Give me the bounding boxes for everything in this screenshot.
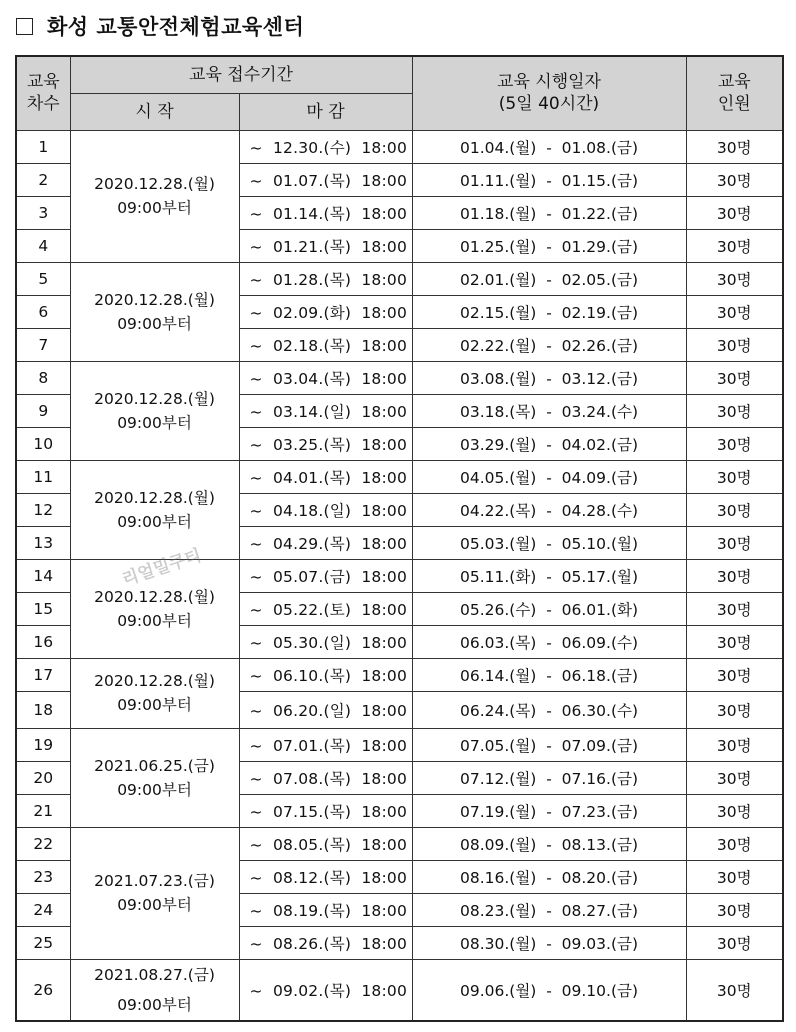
period-cell: 01.25.(월) - 01.29.(금) xyxy=(412,229,686,262)
deadline-cell: ~ 01.21.(목) 18:00 xyxy=(239,229,412,262)
period-cell: 08.09.(월) - 08.13.(금) xyxy=(412,827,686,860)
table-row xyxy=(16,130,783,163)
capacity-cell: 30명 xyxy=(686,130,783,163)
round-cell: 24 xyxy=(16,893,70,926)
period-cell: 01.04.(월) - 01.08.(금) xyxy=(412,130,686,163)
header-start: 시 작 xyxy=(70,93,239,130)
table-row xyxy=(16,460,783,493)
capacity-cell: 30명 xyxy=(686,196,783,229)
capacity-cell: 30명 xyxy=(686,691,783,728)
deadline-cell: ~ 03.14.(일) 18:00 xyxy=(239,394,412,427)
capacity-cell: 30명 xyxy=(686,794,783,827)
capacity-cell: 30명 xyxy=(686,328,783,361)
capacity-cell: 30명 xyxy=(686,827,783,860)
round-cell: 3 xyxy=(16,196,70,229)
period-cell: 03.18.(목) - 03.24.(수) xyxy=(412,394,686,427)
capacity-cell: 30명 xyxy=(686,761,783,794)
start-cell: 2020.12.28.(월) 09:00부터 xyxy=(70,460,239,559)
round-cell: 20 xyxy=(16,761,70,794)
round-cell: 14 xyxy=(16,559,70,592)
period-cell: 08.23.(월) - 08.27.(금) xyxy=(412,893,686,926)
start-cell: 2020.12.28.(월) 09:00부터 xyxy=(70,361,239,460)
deadline-cell: ~ 08.19.(목) 18:00 xyxy=(239,893,412,926)
period-cell: 02.22.(월) - 02.26.(금) xyxy=(412,328,686,361)
deadline-cell: ~ 05.22.(토) 18:00 xyxy=(239,592,412,625)
checkbox-icon xyxy=(16,18,33,35)
period-cell: 07.19.(월) - 07.23.(금) xyxy=(412,794,686,827)
start-cell: 2020.12.28.(월) 09:00부터 xyxy=(70,130,239,262)
period-cell: 03.29.(월) - 04.02.(금) xyxy=(412,427,686,460)
period-cell: 08.16.(월) - 08.20.(금) xyxy=(412,860,686,893)
header-end: 마 감 xyxy=(239,93,412,130)
deadline-cell: ~ 01.07.(목) 18:00 xyxy=(239,163,412,196)
capacity-cell: 30명 xyxy=(686,592,783,625)
round-cell: 12 xyxy=(16,493,70,526)
table-row xyxy=(16,361,783,394)
title-row xyxy=(16,10,304,42)
deadline-cell: ~ 08.12.(목) 18:00 xyxy=(239,860,412,893)
deadline-cell: ~ 02.09.(화) 18:00 xyxy=(239,295,412,328)
table-row xyxy=(16,262,783,295)
capacity-cell: 30명 xyxy=(686,728,783,761)
capacity-cell: 30명 xyxy=(686,493,783,526)
capacity-cell: 30명 xyxy=(686,361,783,394)
period-cell: 09.06.(월) - 09.10.(금) xyxy=(412,959,686,1021)
page-title: 화성 교통안전체험교육센터 xyxy=(47,14,305,39)
round-cell: 9 xyxy=(16,394,70,427)
period-cell: 03.08.(월) - 03.12.(금) xyxy=(412,361,686,394)
deadline-cell: ~ 01.28.(목) 18:00 xyxy=(239,262,412,295)
schedule-body xyxy=(16,130,783,1021)
round-cell: 2 xyxy=(16,163,70,196)
start-cell: 2020.12.28.(월) 09:00부터 xyxy=(70,262,239,361)
period-cell: 02.01.(월) - 02.05.(금) xyxy=(412,262,686,295)
capacity-cell: 30명 xyxy=(686,625,783,658)
capacity-cell: 30명 xyxy=(686,163,783,196)
header-capacity: 교육 인원 xyxy=(686,56,783,130)
deadline-cell: ~ 01.14.(목) 18:00 xyxy=(239,196,412,229)
period-cell: 07.12.(월) - 07.16.(금) xyxy=(412,761,686,794)
period-cell: 01.11.(월) - 01.15.(금) xyxy=(412,163,686,196)
deadline-cell: ~ 04.18.(일) 18:00 xyxy=(239,493,412,526)
round-cell: 13 xyxy=(16,526,70,559)
deadline-cell: ~ 03.25.(목) 18:00 xyxy=(239,427,412,460)
table-row xyxy=(16,827,783,860)
start-cell: 2020.12.28.(월) 09:00부터 xyxy=(70,559,239,658)
start-cell: 2021.07.23.(금) 09:00부터 xyxy=(70,827,239,959)
period-cell: 05.03.(월) - 05.10.(월) xyxy=(412,526,686,559)
header-reception: 교육 접수기간 xyxy=(70,56,412,93)
period-cell: 08.30.(월) - 09.03.(금) xyxy=(412,926,686,959)
deadline-cell: ~ 07.08.(목) 18:00 xyxy=(239,761,412,794)
watermark: 리얼밀쿠티 xyxy=(119,545,204,591)
deadline-cell: ~ 07.01.(목) 18:00 xyxy=(239,728,412,761)
header-round: 교육 차수 xyxy=(16,56,70,130)
period-cell: 02.15.(월) - 02.19.(금) xyxy=(412,295,686,328)
deadline-cell: ~ 04.29.(목) 18:00 xyxy=(239,526,412,559)
deadline-cell: ~ 08.26.(목) 18:00 xyxy=(239,926,412,959)
deadline-cell: ~ 12.30.(수) 18:00 xyxy=(239,130,412,163)
round-cell: 21 xyxy=(16,794,70,827)
deadline-cell: ~ 06.10.(목) 18:00 xyxy=(239,658,412,691)
table-row xyxy=(16,658,783,691)
deadline-cell: ~ 06.20.(일) 18:00 xyxy=(239,691,412,728)
period-cell: 05.26.(수) - 06.01.(화) xyxy=(412,592,686,625)
start-cell: 2021.08.27.(금) 09:00부터 xyxy=(70,959,239,1021)
round-cell: 26 xyxy=(16,959,70,1021)
capacity-cell: 30명 xyxy=(686,394,783,427)
deadline-cell: ~ 02.18.(목) 18:00 xyxy=(239,328,412,361)
table-row xyxy=(16,559,783,592)
deadline-cell: ~ 05.07.(금) 18:00 xyxy=(239,559,412,592)
round-cell: 10 xyxy=(16,427,70,460)
deadline-cell: ~ 08.05.(목) 18:00 xyxy=(239,827,412,860)
round-cell: 6 xyxy=(16,295,70,328)
start-cell: 2021.06.25.(금) 09:00부터 xyxy=(70,728,239,827)
start-cell: 2020.12.28.(월) 09:00부터 xyxy=(70,658,239,728)
capacity-cell: 30명 xyxy=(686,460,783,493)
round-cell: 1 xyxy=(16,130,70,163)
capacity-cell: 30명 xyxy=(686,295,783,328)
period-cell: 07.05.(월) - 07.09.(금) xyxy=(412,728,686,761)
round-cell: 8 xyxy=(16,361,70,394)
capacity-cell: 30명 xyxy=(686,526,783,559)
capacity-cell: 30명 xyxy=(686,893,783,926)
round-cell: 19 xyxy=(16,728,70,761)
capacity-cell: 30명 xyxy=(686,427,783,460)
period-cell: 06.03.(목) - 06.09.(수) xyxy=(412,625,686,658)
table-row xyxy=(16,959,783,1021)
period-cell: 01.18.(월) - 01.22.(금) xyxy=(412,196,686,229)
capacity-cell: 30명 xyxy=(686,229,783,262)
capacity-cell: 30명 xyxy=(686,959,783,1021)
capacity-cell: 30명 xyxy=(686,262,783,295)
period-cell: 05.11.(화) - 05.17.(월) xyxy=(412,559,686,592)
round-cell: 25 xyxy=(16,926,70,959)
schedule-table xyxy=(15,55,784,1022)
round-cell: 11 xyxy=(16,460,70,493)
period-cell: 06.14.(월) - 06.18.(금) xyxy=(412,658,686,691)
round-cell: 22 xyxy=(16,827,70,860)
round-cell: 7 xyxy=(16,328,70,361)
capacity-cell: 30명 xyxy=(686,860,783,893)
round-cell: 5 xyxy=(16,262,70,295)
capacity-cell: 30명 xyxy=(686,658,783,691)
period-cell: 06.24.(목) - 06.30.(수) xyxy=(412,691,686,728)
round-cell: 4 xyxy=(16,229,70,262)
deadline-cell: ~ 03.04.(목) 18:00 xyxy=(239,361,412,394)
round-cell: 15 xyxy=(16,592,70,625)
round-cell: 16 xyxy=(16,625,70,658)
table-row xyxy=(16,728,783,761)
round-cell: 17 xyxy=(16,658,70,691)
deadline-cell: ~ 07.15.(목) 18:00 xyxy=(239,794,412,827)
header-period: 교육 시행일자 (5일 40시간) xyxy=(412,56,686,130)
deadline-cell: ~ 04.01.(목) 18:00 xyxy=(239,460,412,493)
capacity-cell: 30명 xyxy=(686,926,783,959)
deadline-cell: ~ 05.30.(일) 18:00 xyxy=(239,625,412,658)
round-cell: 23 xyxy=(16,860,70,893)
period-cell: 04.22.(목) - 04.28.(수) xyxy=(412,493,686,526)
capacity-cell: 30명 xyxy=(686,559,783,592)
round-cell: 18 xyxy=(16,691,70,728)
period-cell: 04.05.(월) - 04.09.(금) xyxy=(412,460,686,493)
deadline-cell: ~ 09.02.(목) 18:00 xyxy=(239,959,412,1021)
